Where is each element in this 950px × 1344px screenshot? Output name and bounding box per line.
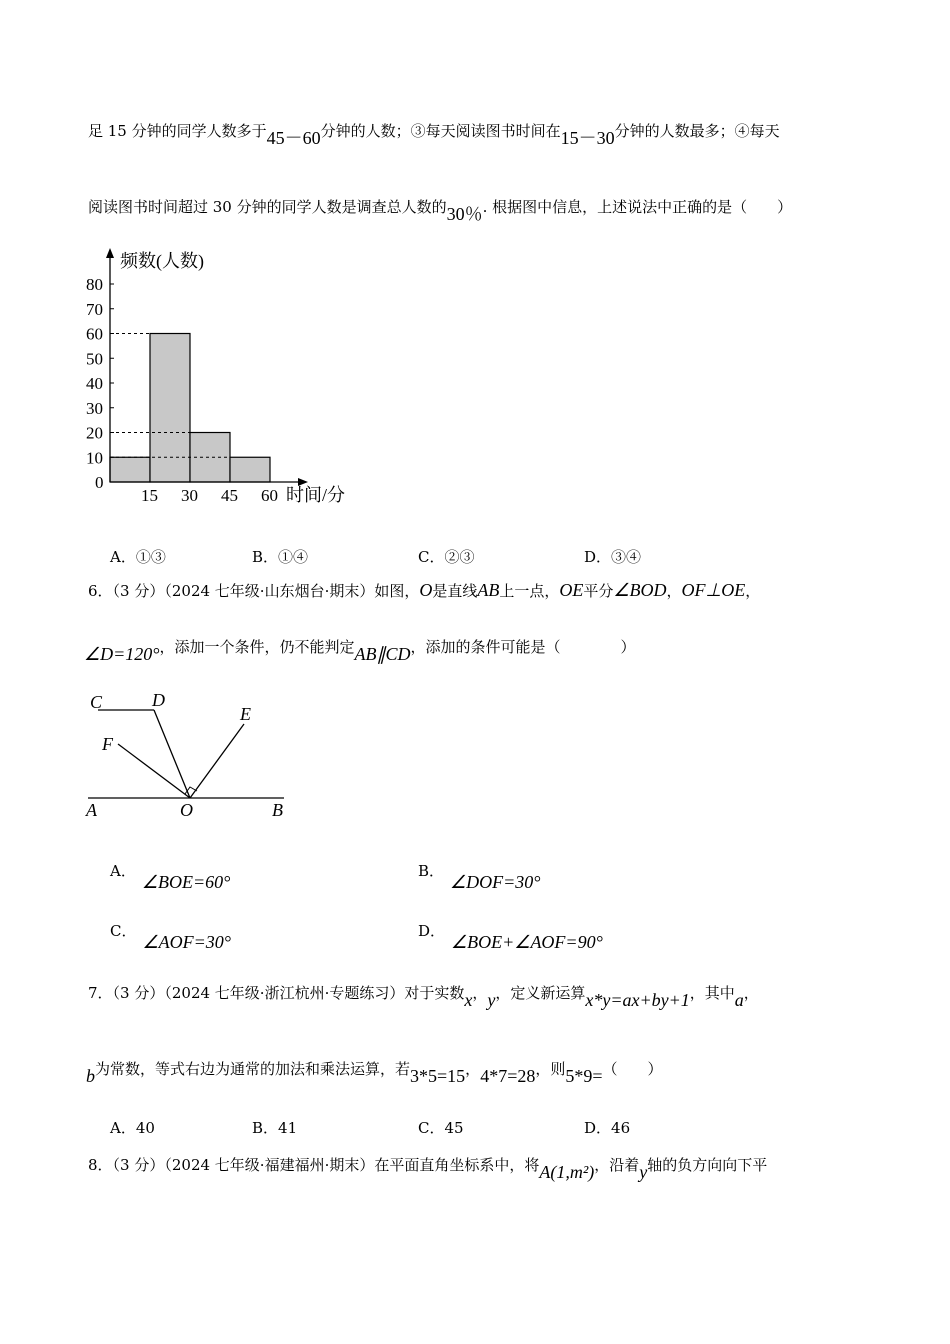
- q7-text: 7．（3 分）（2024 七年级·浙江杭州·专题练习）对于实数: [88, 984, 465, 1002]
- geometry-figure: [80, 680, 300, 830]
- y-axis-arrow-icon: [106, 248, 114, 258]
- q8-line1: [88, 1154, 768, 1182]
- q7-text: ，其中: [689, 984, 735, 1002]
- q5-text: 阅读图书时间超过 30 分钟的同学人数是调查总人数的: [88, 198, 447, 216]
- q7-text: ，: [472, 984, 488, 1002]
- q5-option-d[interactable]: D．③④: [584, 548, 642, 566]
- y-tick-label: 80: [86, 275, 103, 294]
- q6-text: ，添加一个条件，仍不能判定: [159, 638, 355, 656]
- q6-math-of-perp-oe: OF⊥OE: [681, 580, 746, 600]
- q7-math-definition: x*y=ax+by+1: [585, 990, 690, 1010]
- q5-text: 分钟的人数；③每天阅读图书时间在: [320, 122, 561, 140]
- q8-math-y: y: [639, 1162, 648, 1182]
- y-tick-label: 40: [86, 374, 103, 393]
- label-f: F: [102, 734, 113, 754]
- q7-math-a: a: [734, 990, 744, 1010]
- q6-math-ab: AB: [477, 580, 500, 600]
- q6-text: 平分: [583, 582, 614, 600]
- label-o: O: [180, 800, 193, 820]
- q6-math-ab-parallel-cd: AB∥CD: [354, 644, 411, 664]
- histogram-chart: [80, 240, 380, 520]
- q6-line2: [84, 636, 636, 664]
- q6-text: ，: [666, 582, 682, 600]
- y-tick-label: 60: [86, 324, 103, 344]
- q6-option-math: ∠BOE=60°: [141, 872, 231, 892]
- y-tick-label: 50: [86, 349, 103, 369]
- q7-option-a[interactable]: A．40: [110, 1119, 155, 1137]
- q6-option-math: ∠AOF=30°: [142, 932, 231, 952]
- histogram-bar: [150, 334, 190, 483]
- q6-option-letter: B．: [418, 862, 445, 880]
- y-tick-label: 70: [86, 299, 103, 319]
- q7-math-b: b: [86, 1066, 95, 1086]
- q7-line1: [88, 982, 759, 1010]
- q6-option-math: ∠DOF=30°: [450, 872, 541, 892]
- histogram-bar: [110, 457, 150, 482]
- q5-math-range-45-60: 45－60: [266, 128, 321, 148]
- y-tick-label: 20: [86, 423, 103, 443]
- q6-option-letter: A．: [110, 862, 136, 880]
- q7-math-target: 5*9=: [565, 1066, 603, 1086]
- q6-option-a[interactable]: [110, 860, 231, 892]
- label-a: A: [86, 800, 97, 820]
- q6-math-angle-d: ∠D=120°: [84, 644, 160, 664]
- q7-math-y: y: [487, 990, 496, 1010]
- q8-math-point-a: A(1,m²): [539, 1162, 595, 1182]
- q8-text: 轴的负方向向下平: [647, 1156, 768, 1174]
- q7-line2: [86, 1058, 663, 1086]
- label-e: E: [240, 704, 251, 724]
- q5-option-a[interactable]: A．①③: [110, 548, 166, 566]
- q7-text: ，则: [535, 1060, 566, 1078]
- q7-math-eq1: 3*5=15: [410, 1066, 466, 1086]
- q7-text: 为常数，等式右边为通常的加法和乘法运算，若: [95, 1060, 411, 1078]
- q7-text: （ ）: [602, 1060, 663, 1078]
- q5-text: 足 15 分钟的同学人数多于: [88, 122, 267, 140]
- y-tick-label: 30: [86, 398, 103, 418]
- q7-math-x: x: [464, 990, 473, 1010]
- q6-line1: [88, 580, 760, 602]
- histogram-bar: [230, 457, 270, 482]
- label-b: B: [272, 800, 283, 820]
- q6-option-letter: C．: [110, 922, 137, 940]
- q6-text: 6．（3 分）（2024 七年级·山东烟台·期末）如图，: [88, 582, 420, 600]
- q6-option-b[interactable]: [418, 860, 541, 892]
- q7-option-c[interactable]: C．45: [418, 1119, 464, 1137]
- q6-text: 是直线: [432, 582, 478, 600]
- q6-text: 上一点，: [499, 582, 560, 600]
- q7-math-eq2: 4*7=28: [480, 1066, 536, 1086]
- q6-text: ，: [745, 582, 761, 600]
- q5-option-b[interactable]: B．①④: [252, 548, 309, 566]
- q8-text: ，沿着: [594, 1156, 640, 1174]
- ray-oe: [190, 724, 244, 798]
- q7-option-d[interactable]: D．46: [584, 1119, 631, 1137]
- y-axis-label: 频数(人数): [120, 251, 204, 271]
- q7-text: ，: [743, 984, 759, 1002]
- label-c: C: [90, 692, 103, 712]
- q5-text: . 根据图中信息，上述说法中正确的是（ ）: [482, 198, 793, 216]
- q6-option-letter: D．: [418, 922, 446, 940]
- y-tick-label: 0: [95, 473, 104, 492]
- x-tick-label: 60: [261, 486, 278, 505]
- q5-text: 分钟的人数最多；④每天: [614, 122, 780, 140]
- q6-option-c[interactable]: [110, 920, 231, 952]
- q5-line2: [88, 196, 793, 224]
- q7-option-b[interactable]: B．41: [252, 1119, 298, 1137]
- x-tick-label: 15: [141, 486, 158, 505]
- y-tick-label: 10: [86, 448, 103, 468]
- q6-option-d[interactable]: [418, 920, 603, 952]
- q6-math-angle-bod: ∠BOD: [613, 580, 667, 600]
- q6-option-math: ∠BOE+∠AOF=90°: [451, 932, 603, 952]
- q5-option-c[interactable]: C．②③: [418, 548, 475, 566]
- q6-math-o: O: [419, 580, 433, 600]
- q6-text: ，添加的条件可能是（ ）: [410, 638, 636, 656]
- q8-text: 8．（3 分）（2024 七年级·福建福州·期末）在平面直角坐标系中，将: [88, 1156, 540, 1174]
- label-d: D: [152, 690, 165, 710]
- q7-text: ，: [465, 1060, 481, 1078]
- q5-math-range-15-30: 15－30: [560, 128, 615, 148]
- x-axis-label: 时间/分: [286, 485, 346, 505]
- q7-text: ，定义新运算: [495, 984, 586, 1002]
- x-tick-label: 30: [181, 486, 198, 505]
- q6-math-oe: OE: [559, 580, 584, 600]
- q5-math-percent: 30％: [446, 204, 483, 224]
- x-tick-label: 45: [221, 486, 238, 505]
- q5-line1: [88, 120, 780, 148]
